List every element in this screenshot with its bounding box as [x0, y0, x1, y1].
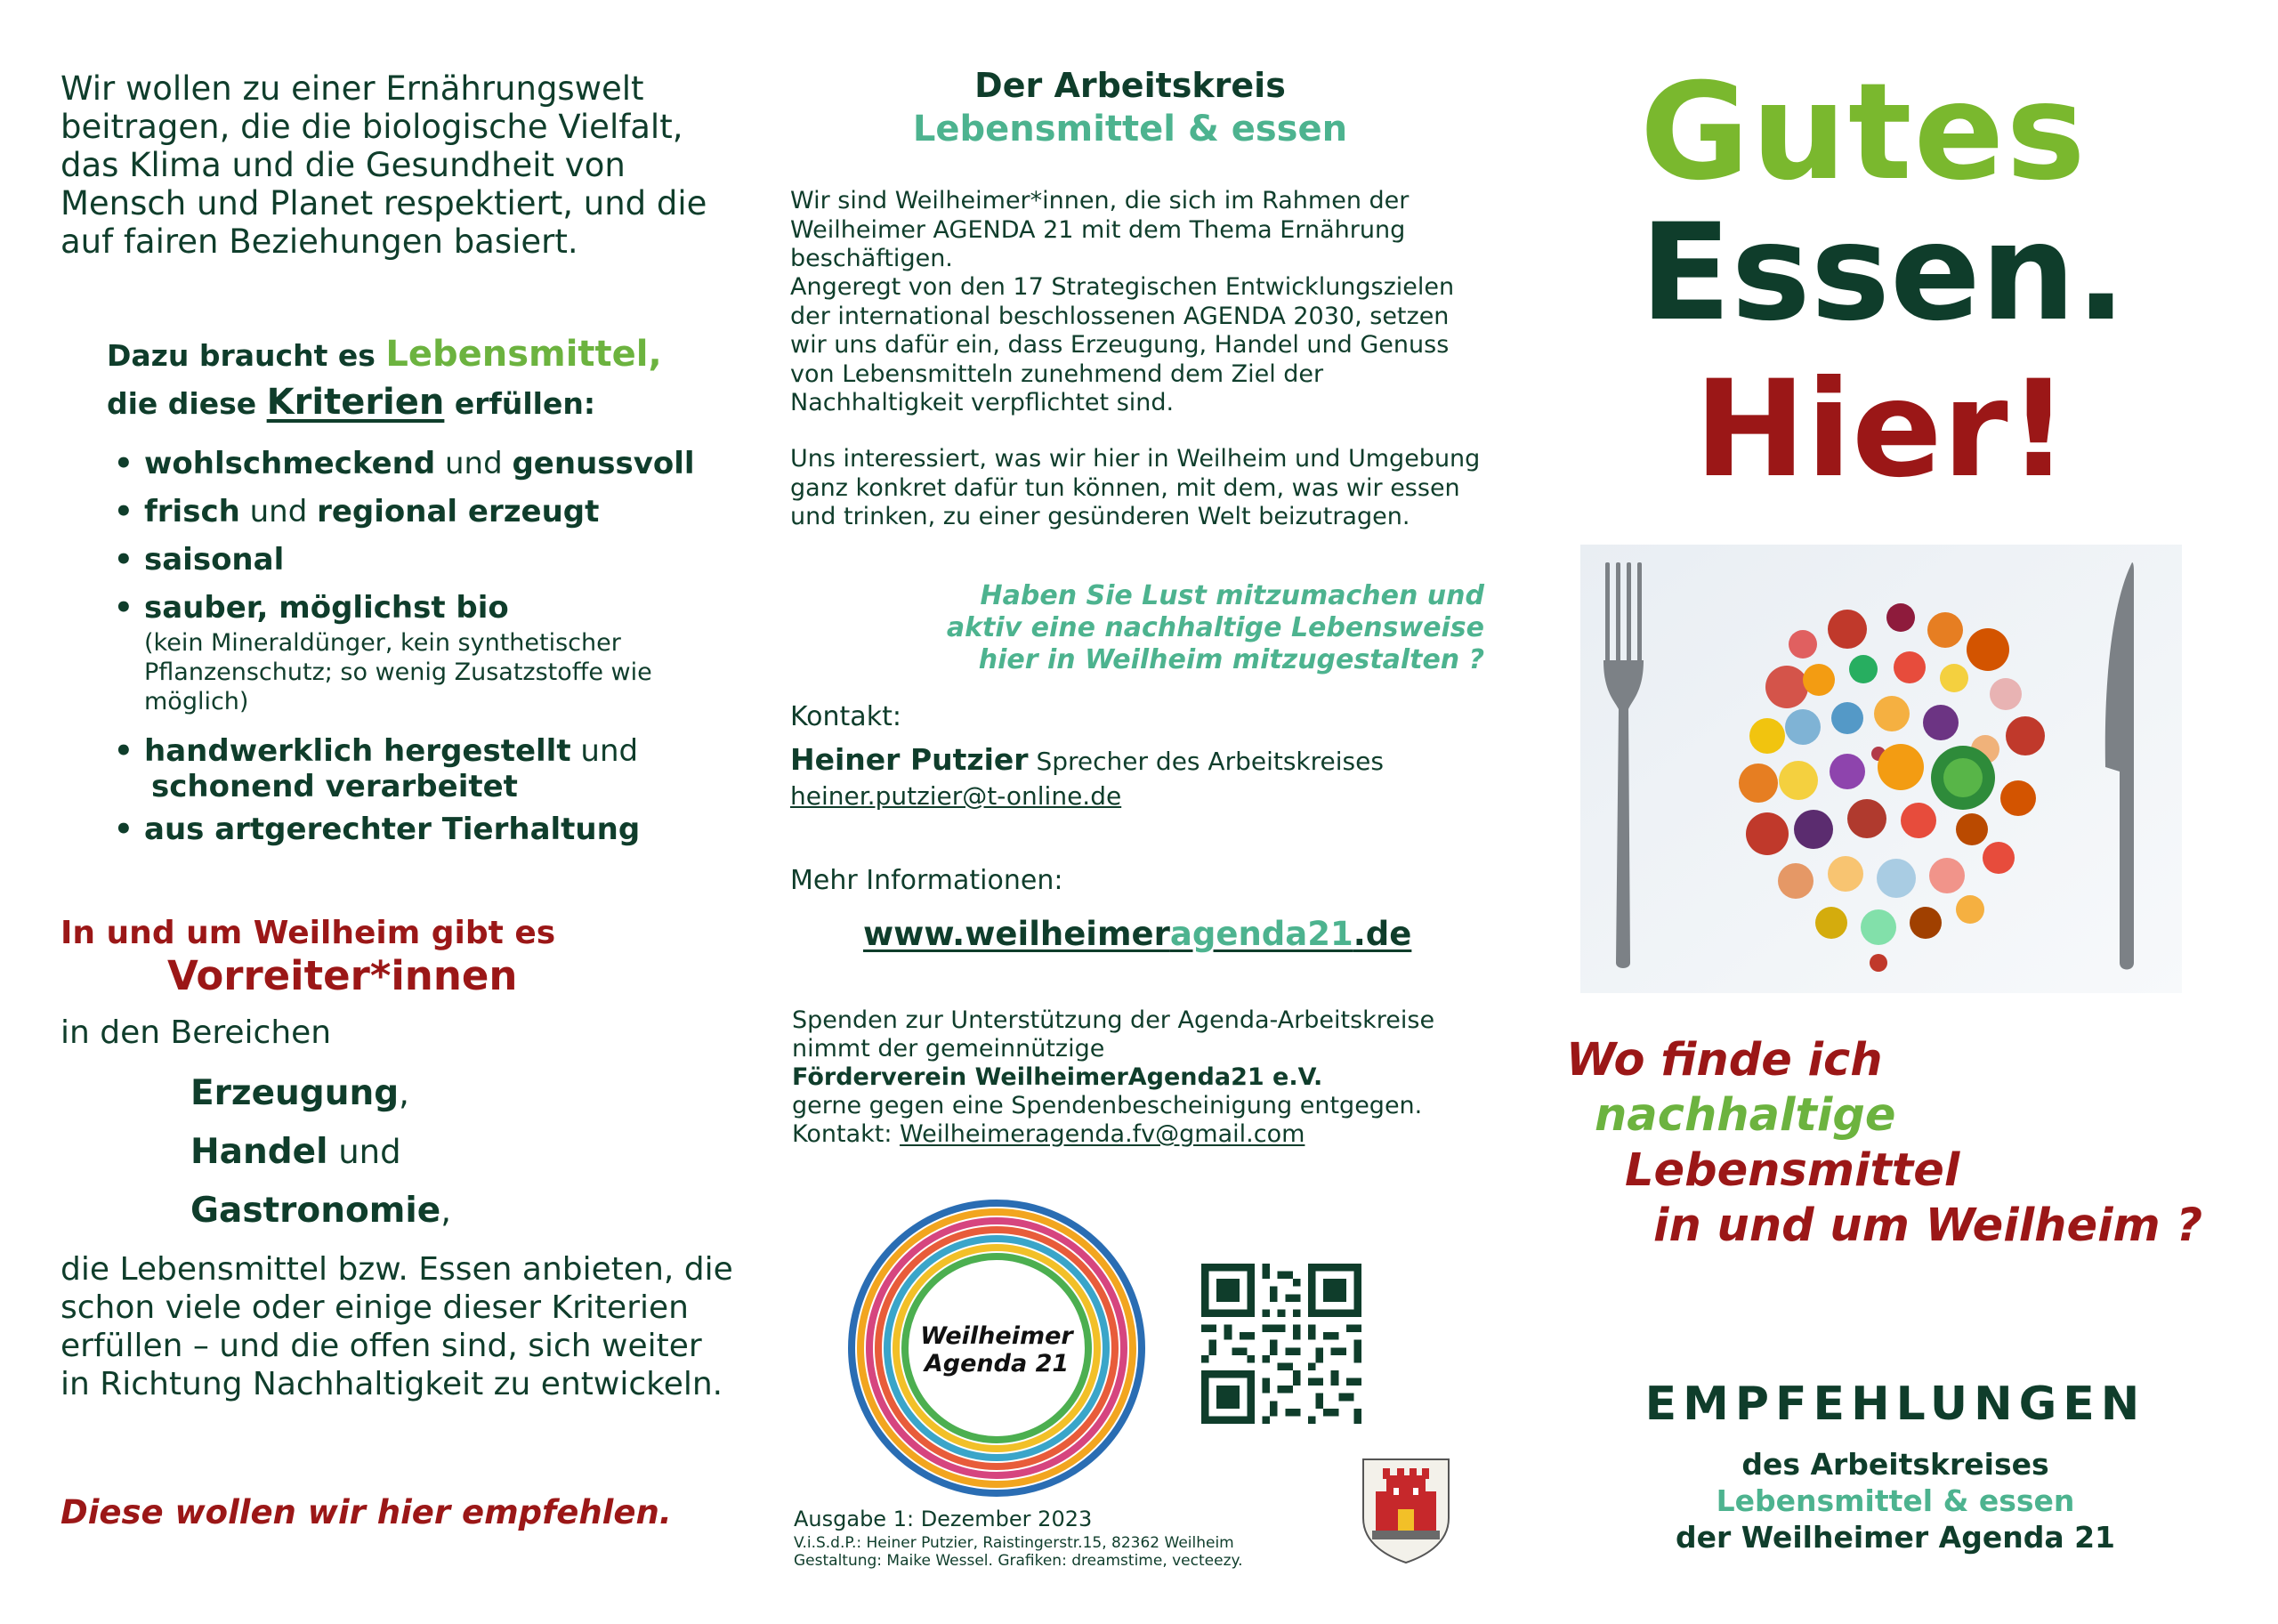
pioneer-line2: Vorreiter*innen [167, 952, 518, 999]
description-text: die Lebensmittel bzw. Essen anbieten, die schon viele oder einige dieser Kriterien erfüllen – und die offen sind, sich weiter in Richtung Nachhaltigkeit zu entwickeln. [61, 1251, 733, 1402]
middle-panel [765, 0, 1513, 1624]
weilheim-coat-of-arms [1360, 1456, 1452, 1564]
agenda21-logo [845, 1197, 1148, 1499]
title-hier: Hier! [1694, 352, 2070, 507]
donation-info: Spenden zur Unterstützung der Agenda-Arbeitskreise nimmt der gemeinnützige Förderverein WeilheimerAgenda21 e.V. gerne gegen eine Spendenbescheinigung entgegen. Kontakt: Weilheimeragenda.fv@gmail.com [792, 1006, 1435, 1148]
paragraph-3: Uns interessiert, was wir hier in Weilheim und Umgebung ganz konkret dafür tun können, mit dem, was wir essen und trinken, zu einer gesünderen Welt beizutragen. [790, 445, 1481, 530]
criteria-item: • sauber, möglichst bio (kein Mineraldünger, kein synthetischer Pflanzenschutz; so wenig Zusatzstoffe wie möglich) [114, 584, 737, 716]
ak-title: Der Arbeitskreis [974, 66, 1286, 105]
plate-illustration [1580, 545, 2182, 993]
edition-text: Ausgabe 1: Dezember 2023 [794, 1507, 1093, 1531]
area-erzeugung: Erzeugung, [190, 1073, 409, 1113]
donation-email-link[interactable]: Weilheimeragenda.fv@gmail.com [900, 1120, 1305, 1148]
criteria-item: • handwerklich hergestellt und schonend verarbeitet [114, 727, 737, 805]
criteria-item: • saisonal [114, 536, 737, 584]
criteria-list [114, 440, 737, 853]
recommendations-sub1: des Arbeitskreises [1741, 1447, 2049, 1482]
criteria-note: (kein Mineraldünger, kein synthetischer Pflanzenschutz; so wenig Zusatzstoffe wie möglich) [144, 629, 652, 715]
need-prefix: Dazu braucht es [107, 338, 386, 373]
criteria-item: • wohlschmeckend und genussvoll [114, 440, 737, 488]
recommendations-heading: EMPFEHLUNGEN [1644, 1378, 2146, 1431]
right-panel [1513, 0, 2278, 1624]
area-gastronomie: Gastronomie, [190, 1191, 451, 1231]
paragraph-1: Wir sind Weilheimer*innen, die sich im Rahmen der Weilheimer AGENDA 21 mit dem Thema Ernährung beschäftigen. [790, 187, 1410, 272]
recommendations-sub2: Lebensmittel & essen [1716, 1483, 2075, 1518]
recommendations-sub3: der Weilheimer Agenda 21 [1675, 1520, 2116, 1555]
areas-intro: in den Bereichen [61, 1014, 332, 1051]
recommend-text: Diese wollen wir hier empfehlen. [61, 1493, 672, 1531]
need-line2-suffix: erfüllen: [444, 386, 596, 421]
title-essen: Essen. [1640, 196, 2127, 351]
question-line2: nachhaltige [1595, 1089, 1896, 1142]
need-highlight: Lebensmittel, [385, 334, 662, 375]
contact-email-link[interactable]: heiner.putzier@t-online.de [790, 781, 1122, 811]
logo-text-line1: Weilheimer [920, 1322, 1073, 1350]
question-line4: in und um Weilheim ? [1653, 1200, 2203, 1252]
need-line2-prefix: die diese [107, 386, 267, 421]
intro-text: Wir wollen zu einer Ernährungswelt beitragen, die die biologische Vielfalt, das Klima und die Gesundheit von Mensch und Planet respektiert, und die auf fairen Beziehungen basiert. [61, 69, 707, 261]
criteria-heading [107, 331, 662, 427]
imprint: V.i.S.d.P.: Heiner Putzier, Raistingerstr.15, 82362 Weilheim Gestaltung: Maike Wessel. Grafiken: dreamstime, vecteezy. [794, 1534, 1243, 1570]
criteria-item: • frisch und regional erzeugt [114, 488, 737, 536]
more-info-label: Mehr Informationen: [790, 865, 1063, 896]
criteria-item: • aus artgerechter Tierhaltung [114, 805, 737, 853]
title-gutes: Gutes [1640, 55, 2088, 210]
qr-code[interactable] [1201, 1264, 1361, 1424]
area-handel: Handel und [190, 1132, 401, 1172]
need-kriterien: Kriterien [266, 382, 445, 423]
question-line3: Lebensmittel [1625, 1144, 1960, 1197]
pioneer-line1: In und um Weilheim gibt es [61, 915, 556, 951]
paragraph-2: Angeregt von den 17 Strategischen Entwicklungszielen der international beschlossenen AGENDA 2030, setzen wir uns dafür ein, dass Erzeugung, Handel und Genuss von Lebensmitteln zunehmend dem Ziel der Nachhaltigkeit verpflichtet sind. [790, 273, 1455, 416]
invite-text: Haben Sie Lust mitzumachen und aktiv eine nachhaltige Lebensweise hier in Weilheim mitzugestalten ? [946, 580, 1484, 675]
question-line1: Wo finde ich [1566, 1034, 1883, 1087]
contact-person: Heiner Putzier Sprecher des Arbeitskreises [790, 742, 1384, 777]
website-link[interactable]: www.weilheimeragenda21.de [863, 915, 1412, 953]
left-panel [0, 0, 765, 1624]
ak-subtitle: Lebensmittel & essen [912, 109, 1348, 149]
contact-label: Kontakt: [790, 701, 901, 732]
logo-text-line2: Agenda 21 [924, 1350, 1070, 1378]
